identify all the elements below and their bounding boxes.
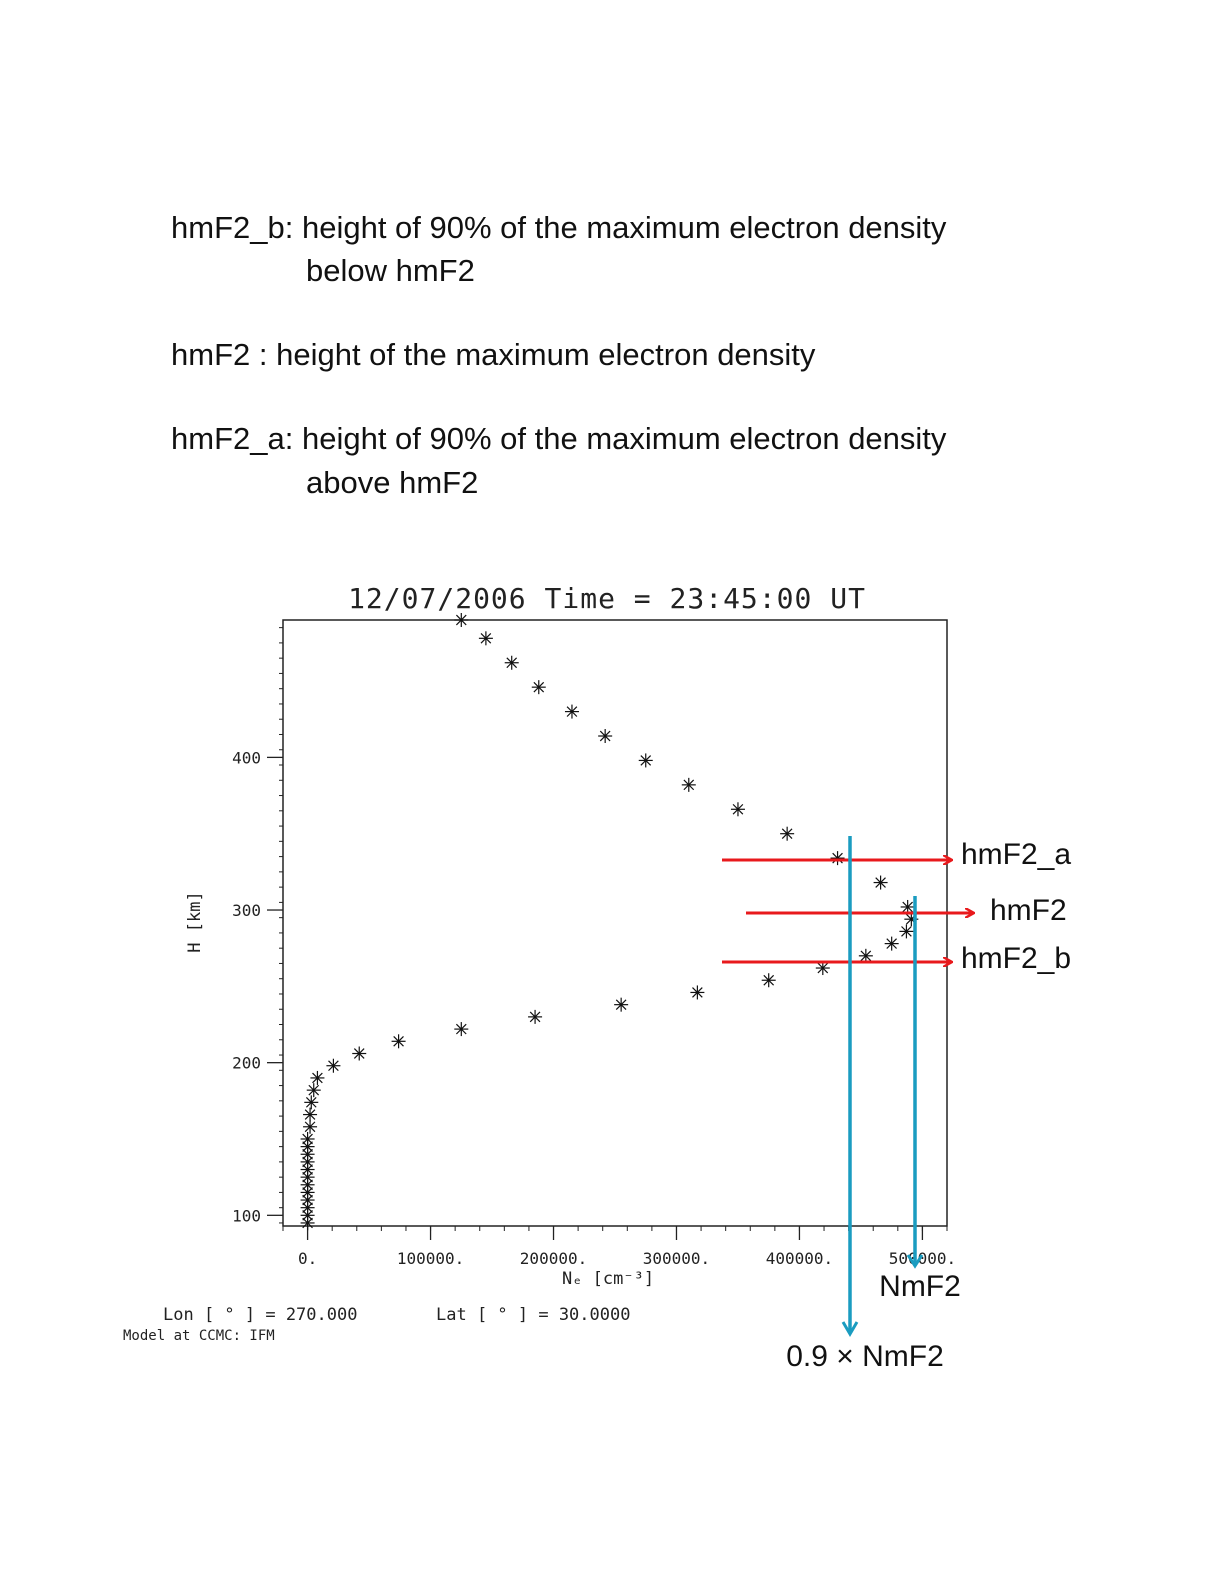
definition-term: hmF2_b: [171,210,294,245]
footer-lon: Lon [ ° ] = 270.000 [163,1305,358,1325]
y-tick-label: 400 [232,748,261,768]
data-point [532,680,546,694]
data-point [639,753,653,767]
definition-hmf2-b-continuation: below hmF2 [306,253,475,288]
definition-hmf2-a-continuation: above hmF2 [306,465,479,500]
x-tick-label: 300000. [642,1249,711,1268]
y-tick-label: 100 [232,1206,261,1226]
y-axis-ticks [232,748,283,1225]
data-point [528,1010,542,1024]
data-points [301,613,919,1230]
data-point [304,1095,318,1109]
x-tick-label: 200000. [519,1249,588,1268]
data-point [690,985,704,999]
label-nmf2: NmF2 [879,1270,961,1303]
definition-text: height of 90% of the maximum electron density [301,210,947,245]
data-point [831,851,845,865]
y-axis-label: H [km] [185,891,205,953]
data-point [301,1132,315,1146]
plot-frame [283,620,947,1226]
data-point [762,973,776,987]
data-point [614,998,628,1012]
chart-title: 12/07/2006 Time = 23:45:00 UT [348,582,866,615]
x-tick-label: 400000. [765,1249,834,1268]
x-axis-ticks [298,1226,956,1268]
label-hmf2-a: hmF2_a [961,838,1072,871]
footer-lat: Lat [ ° ] = 30.0000 [436,1305,631,1325]
x-tick-label: 500000. [888,1249,957,1268]
data-point [310,1071,324,1085]
data-point [326,1059,340,1073]
definition-text: height of 90% of the maximum electron density [301,421,947,456]
definition-text: height of the maximum electron density [276,337,816,372]
data-point [565,705,579,719]
data-point [352,1047,366,1061]
data-point [303,1108,317,1122]
label-hmf2-b: hmF2_b [961,942,1072,975]
data-point [885,937,899,951]
data-point [479,631,493,645]
data-point [454,1022,468,1036]
data-point [307,1083,321,1097]
x-axis-label: Nₑ [cm⁻³] [561,1269,655,1289]
data-point [682,778,696,792]
label-nmf2-90: 0.9 × NmF2 [786,1340,944,1373]
data-point [874,876,888,890]
data-point [505,656,519,670]
definition-term: hmF2_a: [171,421,294,456]
label-hmf2: hmF2 [990,894,1067,927]
x-tick-label: 0. [297,1249,318,1268]
x-tick-label: 100000. [396,1249,465,1268]
y-tick-label: 200 [232,1053,261,1073]
data-point [454,613,468,627]
definition-term: hmF2 : [171,337,268,372]
data-point [392,1034,406,1048]
footer-model: Model at CCMC: IFM [123,1328,275,1344]
data-point [303,1120,317,1134]
data-point [899,924,913,938]
data-point [731,802,745,816]
data-point [598,729,612,743]
data-point [780,827,794,841]
y-tick-label: 300 [232,901,261,921]
